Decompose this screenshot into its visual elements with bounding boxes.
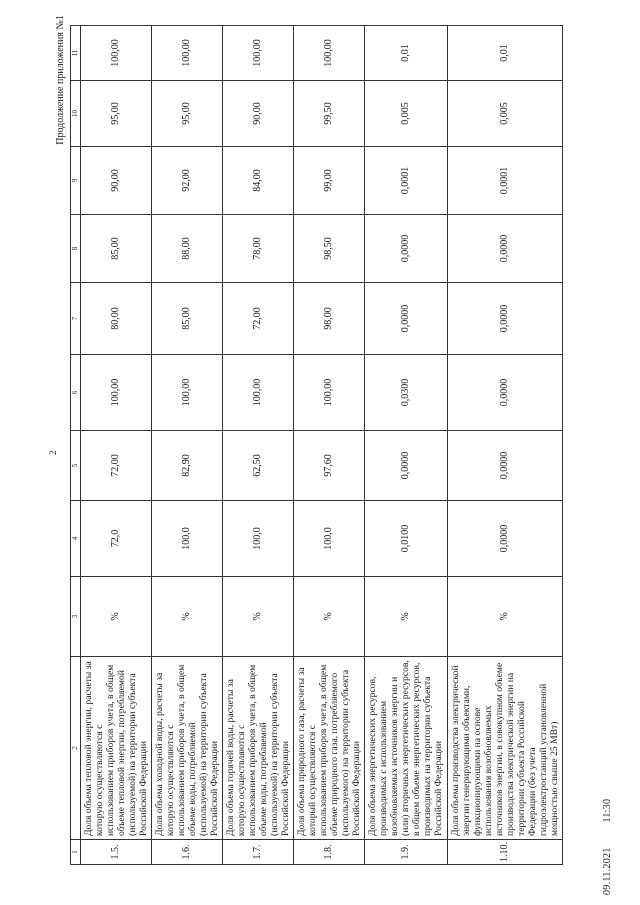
table-row [81,26,152,865]
value-cell: 0,0300 [365,355,448,431]
value-cell: 0,0000 [448,501,563,577]
column-number-row [71,26,81,865]
value-cell: 90,00 [81,147,152,215]
row-description: Доля объема горячей воды, расчеты за которую осуществляются с использованием приборов учета, в общем объеме воды, потребляемой (используемой) на территории субъекта Российской Федерации [223,657,294,840]
unit-cell: % [81,577,152,657]
row-number: 1.6. [152,840,223,865]
value-cell: 100,00 [223,355,294,431]
row-description: Доля объема природного газа, расчеты за который осуществляются с использованием приборов учета, в общем объеме природного газа, потребляемого (используемого) на территории субъекта Российской Федерации [294,657,365,840]
value-cell: 100,00 [152,355,223,431]
col-number: 7 [71,283,81,355]
table-row [448,26,563,865]
value-cell: 78,00 [223,215,294,283]
value-cell: 100,00 [223,26,294,81]
table-row [365,26,448,865]
col-number: 8 [71,215,81,283]
value-cell: 90,00 [223,81,294,147]
row-number: 1.8. [294,840,365,865]
value-cell: 100,0 [223,501,294,577]
value-cell: 0,0100 [365,501,448,577]
value-cell: 62,50 [223,431,294,501]
row-number: 1.7. [223,840,294,865]
unit-cell: % [152,577,223,657]
print-timestamp [602,777,613,895]
page-number: 2 [48,450,58,455]
value-cell: 85,00 [152,283,223,355]
col-number: 4 [71,501,81,577]
value-cell: 0,005 [365,81,448,147]
indicators-table [70,25,563,865]
value-cell: 0,005 [448,81,563,147]
value-cell: 100,00 [152,26,223,81]
value-cell: 100,0 [294,501,365,577]
value-cell: 100,00 [294,355,365,431]
value-cell: 0,0000 [365,431,448,501]
col-number: 10 [71,81,81,147]
row-number: 1.10. [448,840,563,865]
row-description: Доля объема тепловой энергии, расчеты за которую осуществляются с использованием приборов учета, в общем объеме тепловой энергии, потребляемой (используемой) на территории субъекта Российской Федерации [81,657,152,840]
value-cell: 88,00 [152,215,223,283]
value-cell: 100,00 [81,355,152,431]
value-cell: 84,00 [223,147,294,215]
row-description: Доля объема холодной воды, расчеты за которую осуществляются с использованием приборов учета, в общем объеме воды, потребляемой (используемой) на территории субъекта Российской Федерации [152,657,223,840]
table-row [152,26,223,865]
print-date: 09.11.2021 [602,847,613,895]
value-cell: 0,01 [448,26,563,81]
value-cell: 72,00 [81,431,152,501]
unit-cell: % [448,577,563,657]
row-number: 1.5. [81,840,152,865]
value-cell: 0,01 [365,26,448,81]
value-cell: 0,0000 [448,431,563,501]
value-cell: 80,00 [81,283,152,355]
value-cell: 85,00 [81,215,152,283]
col-number: 5 [71,431,81,501]
value-cell: 99,00 [294,147,365,215]
col-number: 9 [71,147,81,215]
value-cell: 99,50 [294,81,365,147]
table-row [223,26,294,865]
value-cell: 98,00 [294,283,365,355]
col-number: 1 [71,840,81,865]
value-cell: 98,50 [294,215,365,283]
col-number: 2 [71,657,81,840]
value-cell: 0,0000 [448,283,563,355]
col-number: 11 [71,26,81,81]
table-row [294,26,365,865]
value-cell: 72,0 [81,501,152,577]
unit-cell: % [294,577,365,657]
value-cell: 72,00 [223,283,294,355]
value-cell: 95,00 [81,81,152,147]
value-cell: 100,0 [152,501,223,577]
value-cell: 82,90 [152,431,223,501]
value-cell: 100,00 [81,26,152,81]
value-cell: 0,0000 [448,215,563,283]
row-description: Доля объема энергетических ресурсов, производимых с использованием возобновляемых источников энергии и (или) вторичных энергетических ресурсов, в общем объеме энергетических ресурсов, производимых на территории субъекта Российской Федерации [365,657,448,840]
value-cell: 0,0001 [448,147,563,215]
value-cell: 97,60 [294,431,365,501]
col-number: 6 [71,355,81,431]
value-cell: 0,0000 [365,215,448,283]
value-cell: 95,00 [152,81,223,147]
unit-cell: % [223,577,294,657]
value-cell: 100,00 [294,26,365,81]
value-cell: 0,0000 [365,283,448,355]
unit-cell: % [365,577,448,657]
continuation-note: Продолжение приложения №1 [55,15,66,145]
print-time: 11:30 [602,798,613,823]
value-cell: 0,0000 [448,355,563,431]
row-number: 1.9. [365,840,448,865]
col-number: 3 [71,577,81,657]
value-cell: 0,0001 [365,147,448,215]
value-cell: 92,00 [152,147,223,215]
row-description: Доля объема производства электрической энергии генерирующими объектами, функционирующими на основе использования возобновляемых источников энергии, в совокупном объеме производства электрической энергии на территории субъекта Российской Федерации (без учета гидроэлектростанций установленной мощностью свыше 25 МВт) [448,657,563,840]
